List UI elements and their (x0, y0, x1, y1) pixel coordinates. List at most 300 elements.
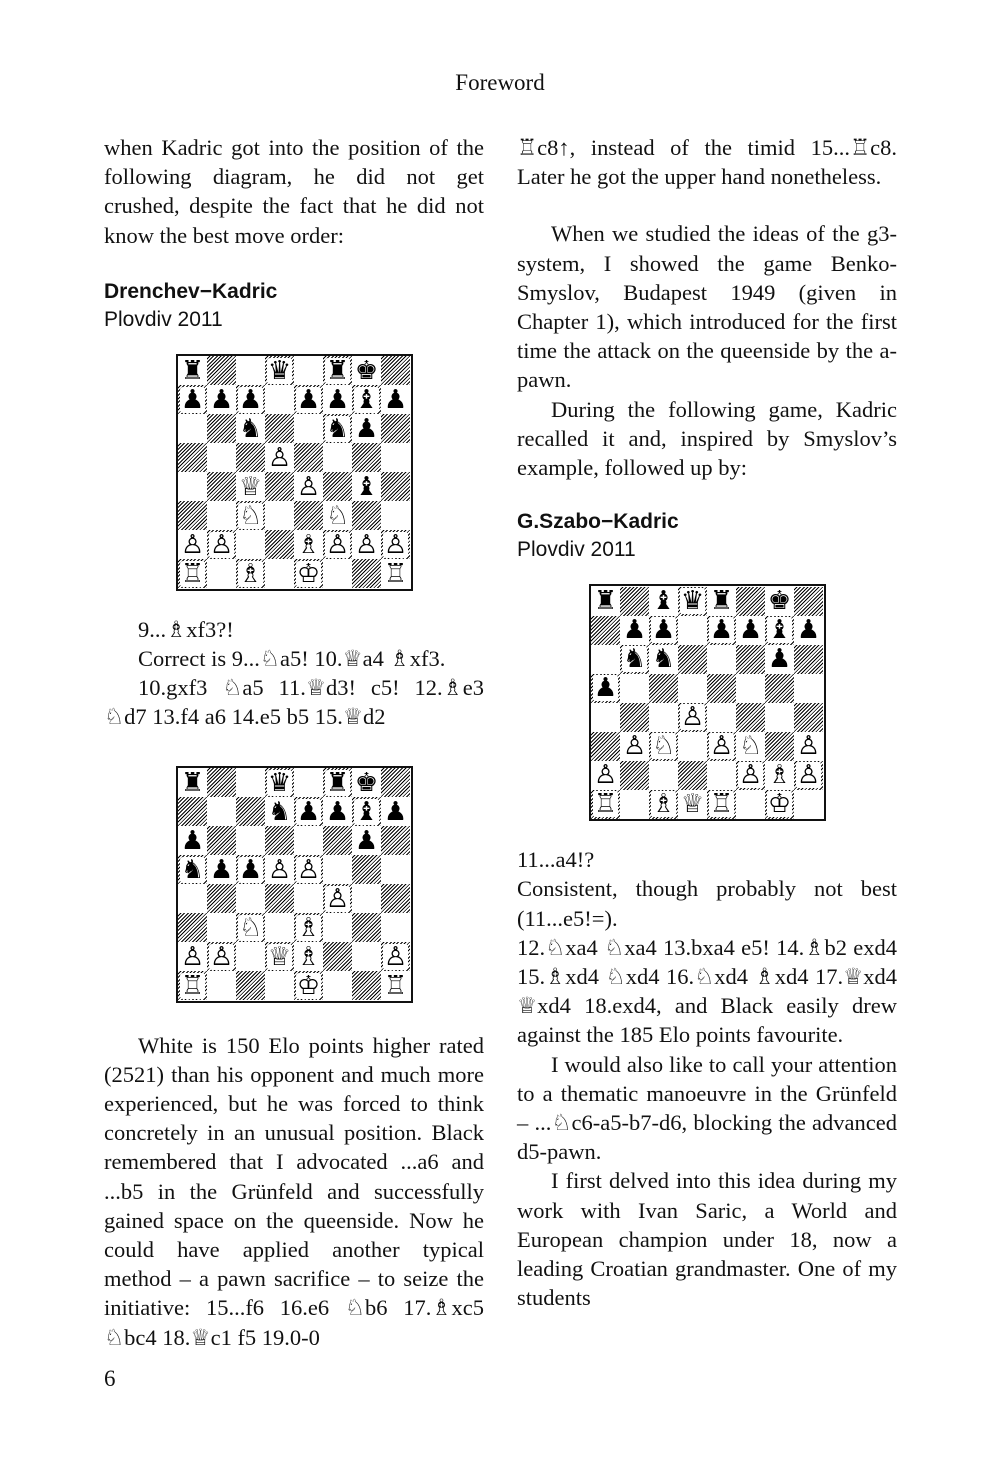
board-square (678, 761, 707, 790)
board-square (736, 732, 765, 761)
white-rook-icon: ♖ (709, 789, 734, 820)
intro-paragraph: when Kadric got into the position of the following diagram, he did not get crushed, despite the fact that he did not know the best move order: (104, 135, 484, 248)
chess-diagram-2 (176, 766, 413, 1003)
board-square (265, 472, 294, 501)
board-square (323, 768, 352, 797)
board-square (207, 855, 236, 884)
white-pawn-icon: ♙ (180, 941, 205, 972)
board-square (736, 645, 765, 674)
board-square (178, 472, 207, 501)
board-square (765, 790, 794, 819)
board-square (323, 414, 352, 443)
white-pawn-icon: ♙ (296, 471, 321, 502)
board-square (620, 761, 649, 790)
board-square (678, 674, 707, 703)
board-square (265, 530, 294, 559)
board-square (323, 942, 352, 971)
white-pawn-icon: ♙ (680, 702, 705, 733)
board-square (381, 414, 410, 443)
black-bishop-icon: ♝ (354, 384, 379, 415)
board-square (352, 797, 381, 826)
board-square (649, 674, 678, 703)
board-square (381, 385, 410, 414)
board-square (678, 790, 707, 819)
board-square (620, 587, 649, 616)
black-pawn-icon: ♟ (180, 825, 205, 856)
black-rook-icon: ♜ (593, 586, 618, 617)
board-square (736, 616, 765, 645)
move-line-2: Correct is 9...♘a5! 10.♕a4 ♗xf3. (138, 646, 446, 672)
board-square (294, 855, 323, 884)
board-square (294, 884, 323, 913)
board-square (265, 826, 294, 855)
black-pawn-icon: ♟ (354, 413, 379, 444)
black-pawn-icon: ♟ (354, 825, 379, 856)
board-square (294, 942, 323, 971)
board-square (765, 761, 794, 790)
board-square (207, 913, 236, 942)
right-column (517, 133, 897, 1312)
chess-diagram-3 (589, 584, 826, 821)
move-11-a4: 11...a4!? (517, 847, 595, 873)
board-square (294, 797, 323, 826)
black-pawn-icon: ♟ (209, 854, 234, 885)
saric-paragraph: I first delved into this idea during my work with Ivan Saric, a World and European champion under 18, now a leading Croatian grandmaster. One of my students (517, 1168, 897, 1311)
board-square (323, 884, 352, 913)
board-square (323, 530, 352, 559)
board-square (352, 913, 381, 942)
board-square (794, 645, 823, 674)
board-square (707, 790, 736, 819)
board-square (207, 884, 236, 913)
board-square (591, 703, 620, 732)
board-square (323, 826, 352, 855)
board-square (765, 616, 794, 645)
board-square (178, 913, 207, 942)
board-square (236, 971, 265, 1000)
board-square (649, 703, 678, 732)
black-pawn-icon: ♟ (651, 615, 676, 646)
white-rook-icon: ♖ (383, 558, 408, 589)
white-pawn-icon: ♙ (325, 529, 350, 560)
board-square (294, 472, 323, 501)
board-square (794, 732, 823, 761)
consistent-paragraph: Consistent, though probably not best (11...e5!=). (517, 876, 897, 931)
board-square (207, 356, 236, 385)
board-square (178, 443, 207, 472)
board-square (323, 855, 352, 884)
board-square (381, 826, 410, 855)
white-pawn-icon: ♙ (593, 760, 618, 791)
board-square (678, 645, 707, 674)
black-pawn-icon: ♟ (709, 615, 734, 646)
board-square (591, 790, 620, 819)
board-square (591, 616, 620, 645)
board-square (294, 768, 323, 797)
board-square (765, 645, 794, 674)
board-square (591, 645, 620, 674)
board-square (236, 942, 265, 971)
white-pawn-icon: ♙ (796, 731, 821, 762)
board-square (265, 559, 294, 588)
white-king-icon: ♔ (296, 558, 321, 589)
board-square (323, 501, 352, 530)
board-square (736, 761, 765, 790)
board-square (649, 732, 678, 761)
board-square (620, 616, 649, 645)
running-header: Foreword (455, 70, 545, 95)
board-square (178, 768, 207, 797)
board-square (207, 942, 236, 971)
board-square (794, 761, 823, 790)
white-rook-icon: ♖ (383, 970, 408, 1001)
board-square (323, 559, 352, 588)
board-square (294, 443, 323, 472)
board-square (294, 356, 323, 385)
black-queen-icon: ♛ (267, 355, 292, 386)
board-square (207, 472, 236, 501)
board-square (294, 559, 323, 588)
board-square (178, 414, 207, 443)
board-square (323, 472, 352, 501)
board-square (736, 674, 765, 703)
board-square (678, 616, 707, 645)
board-square (678, 703, 707, 732)
g3-system-paragraph: When we studied the ideas of the g3-system, I showed the game Benko-Smyslov, Budapest 1949 (given in Chapter 1), which introduced for the first time the attack on the queenside by the a-pawn. (517, 221, 897, 393)
black-pawn-icon: ♟ (296, 384, 321, 415)
white-pawn-icon: ♙ (383, 529, 408, 560)
board-square (620, 790, 649, 819)
white-queen-icon: ♕ (267, 941, 292, 972)
board-square (352, 530, 381, 559)
continuation-paragraph: ♖c8↑, instead of the timid 15...♖c8. Later he got the upper hand nonetheless. (517, 135, 897, 190)
white-pawn-icon: ♙ (180, 529, 205, 560)
board-square (649, 761, 678, 790)
board-square (707, 703, 736, 732)
white-king-icon: ♔ (767, 789, 792, 820)
board-square (323, 971, 352, 1000)
board-square (178, 826, 207, 855)
white-queen-icon: ♕ (680, 789, 705, 820)
board-square (381, 942, 410, 971)
board-square (265, 884, 294, 913)
board-square (381, 768, 410, 797)
board-square (352, 385, 381, 414)
chess-diagram-1 (176, 354, 413, 591)
board-square (707, 674, 736, 703)
board-square (352, 501, 381, 530)
board-square (352, 768, 381, 797)
board-square (794, 790, 823, 819)
board-square (236, 855, 265, 884)
board-square (381, 530, 410, 559)
board-square (236, 443, 265, 472)
board-square (294, 826, 323, 855)
board-square (178, 942, 207, 971)
white-pawn-icon: ♙ (622, 731, 647, 762)
board-square (265, 913, 294, 942)
board-square (736, 587, 765, 616)
board-square (765, 587, 794, 616)
black-pawn-icon: ♟ (622, 615, 647, 646)
move-line-3: 10.gxf3 ♘a5 11.♕d3! c5! 12.♗e3 ♘d7 13.f4 a6 14.e5 b5 15.♕d2 (104, 675, 484, 730)
board-square (352, 855, 381, 884)
board-square (294, 501, 323, 530)
board-square (381, 855, 410, 884)
white-knight-icon: ♘ (238, 500, 263, 531)
analysis-paragraph: White is 150 Elo points higher rated (2521) than his opponent and much more experienced, but he was forced to think concretely in an unusual position. Black remembered that I advocated ...a6 and ...b5 in the Grünfeld and successfully gained space on the queenside. Now he could have applied another typical method – a pawn sacrifice – to seize the initiative: 15...f6 16.e6 ♘b6 17.♗xc5 ♘bc4 18.♕c1 f5 19.0-0 (104, 1032, 484, 1350)
white-rook-icon: ♖ (593, 789, 618, 820)
black-knight-icon: ♞ (180, 854, 205, 885)
board-square (207, 768, 236, 797)
board-square (178, 559, 207, 588)
white-rook-icon: ♖ (180, 970, 205, 1001)
board-square (352, 826, 381, 855)
board-square (794, 616, 823, 645)
board-square (591, 732, 620, 761)
white-bishop-icon: ♗ (238, 558, 263, 589)
board-square (207, 501, 236, 530)
black-knight-icon: ♞ (651, 644, 676, 675)
board-square (236, 768, 265, 797)
white-pawn-icon: ♙ (383, 941, 408, 972)
board-square (591, 761, 620, 790)
board-square (265, 855, 294, 884)
board-square (591, 674, 620, 703)
board-square (620, 674, 649, 703)
white-pawn-icon: ♙ (267, 854, 292, 885)
diagram3-title: G.Szabo−Kadric (517, 510, 679, 534)
board-square (265, 356, 294, 385)
black-bishop-icon: ♝ (354, 471, 379, 502)
diagram1-event: Plovdiv 2011 (104, 307, 223, 331)
black-knight-icon: ♞ (622, 644, 647, 675)
white-pawn-icon: ♙ (738, 760, 763, 791)
board-square (178, 356, 207, 385)
white-rook-icon: ♖ (180, 558, 205, 589)
board-square (236, 501, 265, 530)
board-square (294, 530, 323, 559)
board-square (207, 797, 236, 826)
board-square (178, 855, 207, 884)
black-knight-icon: ♞ (325, 413, 350, 444)
black-king-icon: ♚ (354, 767, 379, 798)
board-square (381, 884, 410, 913)
page-number: 6 (104, 1366, 116, 1391)
board-square (352, 472, 381, 501)
board-square (381, 913, 410, 942)
manoeuvre-paragraph: I would also like to call your attention to a thematic manoeuvre in the Grünfeld – ...♘c6-a5-b7-d6, blocking the advanced d5-pawn. (517, 1051, 897, 1165)
board-square (207, 443, 236, 472)
white-knight-icon: ♘ (738, 731, 763, 762)
white-pawn-icon: ♙ (709, 731, 734, 762)
board-square (352, 559, 381, 588)
board-square (794, 587, 823, 616)
board-square (591, 587, 620, 616)
board-square (323, 797, 352, 826)
move-line-1: 9...♗xf3?! (138, 616, 234, 642)
black-rook-icon: ♜ (180, 355, 205, 386)
board-square (323, 385, 352, 414)
black-pawn-icon: ♟ (738, 615, 763, 646)
board-square (236, 385, 265, 414)
board-square (178, 797, 207, 826)
diagram1-title: Drenchev−Kadric (104, 279, 278, 303)
board-square (620, 732, 649, 761)
black-pawn-icon: ♟ (796, 615, 821, 646)
black-rook-icon: ♜ (325, 767, 350, 798)
white-pawn-icon: ♙ (325, 883, 350, 914)
board-square (236, 797, 265, 826)
white-pawn-icon: ♙ (209, 529, 234, 560)
board-square (352, 356, 381, 385)
black-bishop-icon: ♝ (767, 615, 792, 646)
board-square (707, 587, 736, 616)
board-square (207, 414, 236, 443)
board-square (707, 645, 736, 674)
board-square (323, 913, 352, 942)
board-square (207, 530, 236, 559)
board-square (678, 587, 707, 616)
board-square (265, 942, 294, 971)
board-square (381, 443, 410, 472)
black-pawn-icon: ♟ (180, 384, 205, 415)
board-square (736, 790, 765, 819)
board-square (294, 913, 323, 942)
board-square (236, 472, 265, 501)
board-square (649, 587, 678, 616)
moves-paragraph: 12.♘xa4 ♘xa4 13.bxa4 e5! 14.♗b2 exd4 15.♗xd4 ♘xd4 16.♘xd4 ♗xd4 17.♕xd4 ♕xd4 18.exd4, and Black easily drew against the 185 Elo points favourite. (517, 934, 897, 1048)
board-square (649, 645, 678, 674)
diagram3-event: Plovdiv 2011 (517, 538, 636, 562)
white-bishop-icon: ♗ (651, 789, 676, 820)
black-bishop-icon: ♝ (354, 796, 379, 827)
black-rook-icon: ♜ (709, 586, 734, 617)
board-square (265, 501, 294, 530)
board-square (236, 559, 265, 588)
white-pawn-icon: ♙ (267, 442, 292, 473)
board-square (207, 971, 236, 1000)
board-square (707, 732, 736, 761)
chess-board-3 (591, 587, 823, 819)
black-pawn-icon: ♟ (209, 384, 234, 415)
white-bishop-icon: ♗ (296, 912, 321, 943)
board-square (649, 790, 678, 819)
black-pawn-icon: ♟ (325, 796, 350, 827)
board-square (352, 884, 381, 913)
board-square (236, 356, 265, 385)
chess-board-1 (178, 356, 410, 588)
board-square (178, 530, 207, 559)
board-square (352, 942, 381, 971)
board-square (381, 971, 410, 1000)
white-pawn-icon: ♙ (796, 760, 821, 791)
board-square (236, 530, 265, 559)
board-square (265, 797, 294, 826)
board-square (352, 971, 381, 1000)
white-knight-icon: ♘ (325, 500, 350, 531)
board-square (765, 732, 794, 761)
black-bishop-icon: ♝ (651, 586, 676, 617)
white-knight-icon: ♘ (651, 731, 676, 762)
board-square (620, 703, 649, 732)
white-bishop-icon: ♗ (296, 529, 321, 560)
board-square (620, 645, 649, 674)
board-square (294, 385, 323, 414)
board-square (294, 414, 323, 443)
board-square (765, 674, 794, 703)
following-game-paragraph: During the following game, Kadric recalled it and, inspired by Smyslov’s example, followed up by: (517, 396, 897, 481)
white-pawn-icon: ♙ (296, 854, 321, 885)
white-bishop-icon: ♗ (296, 941, 321, 972)
board-square (323, 356, 352, 385)
board-square (236, 826, 265, 855)
board-square (265, 414, 294, 443)
black-king-icon: ♚ (354, 355, 379, 386)
black-pawn-icon: ♟ (238, 854, 263, 885)
board-square (352, 414, 381, 443)
black-rook-icon: ♜ (325, 355, 350, 386)
board-square (265, 768, 294, 797)
board-square (794, 703, 823, 732)
board-square (178, 971, 207, 1000)
left-column (104, 133, 484, 1352)
white-king-icon: ♔ (296, 970, 321, 1001)
black-pawn-icon: ♟ (383, 796, 408, 827)
board-square (381, 472, 410, 501)
board-square (352, 443, 381, 472)
black-pawn-icon: ♟ (593, 673, 618, 704)
board-square (207, 385, 236, 414)
board-square (178, 385, 207, 414)
white-queen-icon: ♕ (238, 471, 263, 502)
black-knight-icon: ♞ (238, 413, 263, 444)
black-pawn-icon: ♟ (767, 644, 792, 675)
black-pawn-icon: ♟ (238, 384, 263, 415)
board-square (649, 616, 678, 645)
board-square (707, 616, 736, 645)
board-square (323, 443, 352, 472)
board-square (178, 884, 207, 913)
board-square (265, 385, 294, 414)
board-square (381, 501, 410, 530)
board-square (678, 732, 707, 761)
white-pawn-icon: ♙ (209, 941, 234, 972)
black-pawn-icon: ♟ (383, 384, 408, 415)
black-queen-icon: ♛ (680, 586, 705, 617)
board-square (236, 884, 265, 913)
black-pawn-icon: ♟ (296, 796, 321, 827)
black-rook-icon: ♜ (180, 767, 205, 798)
board-square (381, 797, 410, 826)
board-square (294, 971, 323, 1000)
white-bishop-icon: ♗ (767, 760, 792, 791)
board-square (381, 559, 410, 588)
black-knight-icon: ♞ (267, 796, 292, 827)
board-square (236, 414, 265, 443)
board-square (765, 703, 794, 732)
black-pawn-icon: ♟ (325, 384, 350, 415)
board-square (178, 501, 207, 530)
board-square (207, 559, 236, 588)
white-pawn-icon: ♙ (354, 529, 379, 560)
white-knight-icon: ♘ (238, 912, 263, 943)
chess-board-2 (178, 768, 410, 1000)
board-square (265, 443, 294, 472)
black-king-icon: ♚ (767, 586, 792, 617)
board-square (736, 703, 765, 732)
board-square (207, 826, 236, 855)
